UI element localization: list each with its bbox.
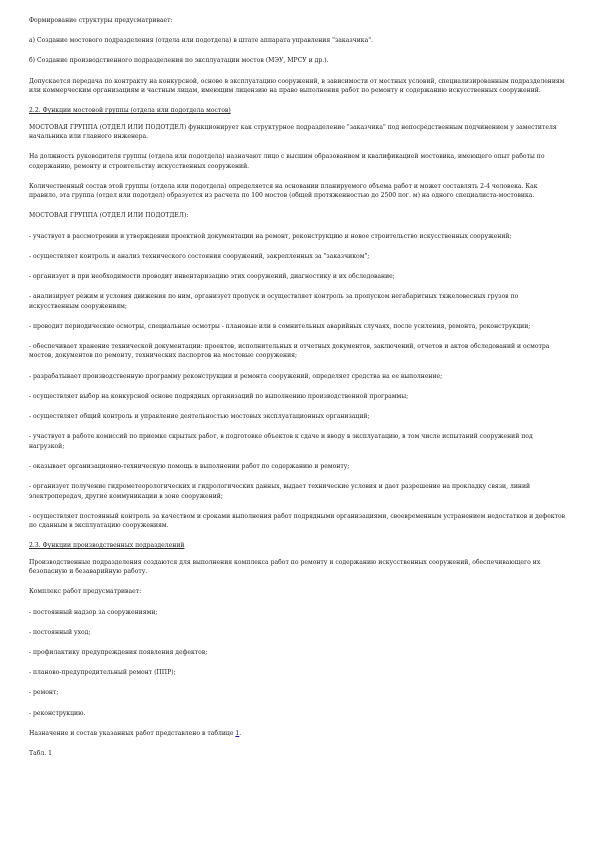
group-status-paragraph: МОСТОВАЯ ГРУППА (ОТДЕЛ ИЛИ ПОДОТДЕЛ) функционирует как структурное подразделение "заказчика" под непосредственным подчинением у заместителя начальника или главного инженера. [29,123,557,141]
table-1-link[interactable]: 1 [235,729,240,737]
section-heading-2-2: 2.2. Функции мостовой группы (отдела или подотдела мостов) [29,107,231,115]
list-item: - осуществляет выбор на конкурсной основе подрядных организаций по выполнению производственной программы; [29,392,409,400]
list-item: - профилактику предупреждения появления дефектов; [29,648,208,656]
list-item: - обеспечивает хранение технической документации: проектов, исполнительных и отчетных документов, заключений, отчетов и актов обследований и осмотра мостов, документов по ремонту, технических паспортов на мостовые сооружения; [29,343,550,360]
list-item: - осуществляет постоянный контроль за качеством и сроками выполнения работ подрядными организациями, своевременным устранением недостатков и дефектов по сданным в эксплуатацию сооружениям. [29,512,566,530]
list-item: - анализирует режим и условия движения по ним, организует пропуск и осуществляет контроль за пропуском негабаритных тяжеловесных грузов по искусственным сооружениям; [29,293,519,310]
intro-paragraph: Формирование структуры предусматривает: [29,17,173,24]
document-page [29,16,566,769]
group-head-paragraph: На должность руководителя группы (отдела или подотдела) назначают лицо с высшим образованием и квалификацией мостовика, имеющего опыт работы по содержанию, ремонту и строительству искусственных сооружений. [29,153,545,170]
table-reference-paragraph [29,729,566,738]
list-item: - участвует в работе комиссий по приемке скрытых работ, в подготовке объектов к сдаче и вводу в эксплуатацию, в том числе испытаний сооружений под нагрузкой; [29,433,533,450]
list-item: - реконструкцию. [29,709,86,717]
list-item: - осуществляет контроль и анализ технического состояния сооружений, закрепленных за "заказчиком"; [29,252,370,260]
list-item: - ремонт; [29,689,59,697]
table-reference-text: Назначение и состав указанных работ представлено в таблице [29,729,236,737]
list-item: - осуществляет общий контроль и управление деятельностью мостовых эксплуатационных организаций; [29,413,370,421]
item-a-paragraph: а) Создание мостового подразделения (отдела или подотдела) в штате аппарата управления "заказчика". [29,37,373,45]
group-functions-lead: МОСТОВАЯ ГРУППА (ОТДЕЛ ИЛИ ПОДОТДЕЛ): [29,212,189,220]
list-item: - постоянный надзор за сооружениями; [29,608,158,616]
table-caption: Табл. 1 [29,749,52,757]
list-item: - организует получение гидрометеорологических и гидрологических данных, выдает технические условия и дает разрешение на прокладку связи, линий электропередач, другие коммуникации в зоне сооружений; [29,483,531,500]
group-size-paragraph: Количественный состав этой группы (отдела или подотдела) определяется на основании планируемого объема работ и может составлять 2-4 человека. Как правило, эта группа (отдел или подотдел) образуется из расчета по 100 мостов (общей протяженностью до 2500 пог. м) на одного специалиста-мостовика. [29,182,538,200]
works-complex-lead: Комплекс работ предусматривает: [29,588,142,596]
table-reference-end: . [239,729,242,737]
contract-paragraph: Допускается передача по контракту на конкурсной, основе в эксплуатацию сооружений, в зависимости от местных условий, специализированным подразделениям или коммерческим организациям и частным лицам, имеющим лицензию на право выполнения работ по ремонту и содержанию искусственных сооружений. [29,77,565,95]
production-units-paragraph: Производственные подразделения создаются для выполнения комплекса работ по ремонту и содержанию искусственных сооружений, обеспечивающего их безопасную и безаварийную работу. [29,558,541,576]
list-item: - постоянный уход; [29,628,91,636]
item-b-paragraph: б) Создание производственного подразделения по эксплуатации мостов (МЭУ, МРСУ и др.). [29,57,329,65]
list-item: - планово-предупредительный ремонт (ППР); [29,669,176,677]
list-item: - оказывает организационно-техническую помощь в выполнении работ по содержанию и ремонту; [29,462,350,470]
list-item: - организует и при необходимости проводит инвентаризацию этих сооружений, диагностику и их обследование; [29,273,395,281]
list-item: - разрабатывает производственную программу реконструкции и ремонта сооружений, определяет средства на ее выполнение; [29,372,443,380]
list-item: - участвует в рассмотрении и утверждении проектной документации на ремонт, реконструкцию и новое строительство искусственных сооружений; [29,232,512,240]
list-item: - проводит периодические осмотры, специальные осмотры - плановые или в сомнительных аварийных случаях, после усиления, ремонта, реконструкции; [29,322,531,330]
section-heading-2-3: 2.3. Функции производственных подразделений [29,542,185,550]
